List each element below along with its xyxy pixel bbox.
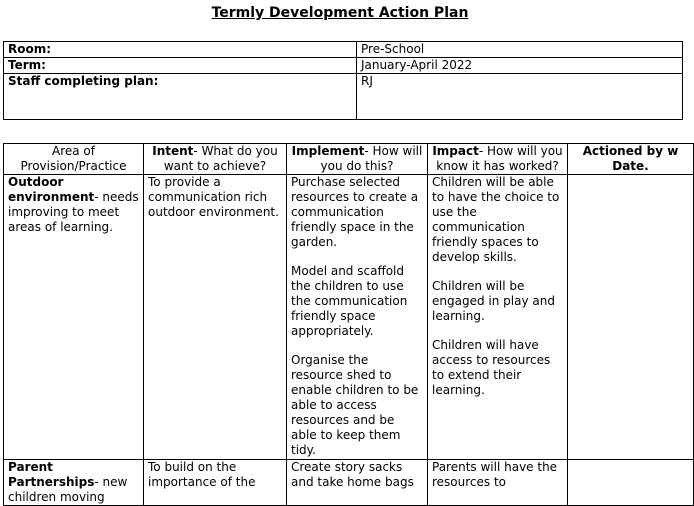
staff-value: RJ — [357, 74, 683, 120]
header-intent-rest: - What do you want to achieve? — [163, 144, 278, 173]
room-value: Pre-School — [357, 42, 683, 58]
header-impact-bold: Impact — [432, 144, 479, 158]
row2-area — [4, 460, 144, 506]
row2-area-bold: Parent Partnerships — [8, 460, 95, 489]
row1-impact-para: Children will have access to resources to extend their learning. — [432, 338, 551, 397]
header-impact — [428, 144, 568, 175]
row1-impact-para: Children will be able to have the choice to use the communication friendly spaces to develop skills. — [432, 175, 560, 264]
row2-impact — [428, 460, 568, 506]
row1-impact — [428, 175, 568, 460]
row2-impact-para: Parents will have the resources to — [432, 460, 558, 489]
term-label: Term: — [4, 58, 357, 74]
room-row — [4, 42, 683, 58]
header-intent-bold: Intent — [152, 144, 194, 158]
header-row — [4, 144, 694, 175]
header-actioned-text: Actioned by w Date. — [582, 144, 679, 173]
row1-implement-para: Model and scaffold the children to use the communication friendly space appropriately. — [291, 264, 408, 338]
header-impact-rest: - How will you know it has worked? — [436, 144, 563, 173]
plan-info-table — [3, 41, 683, 120]
row1-area-bold: Outdoor environment — [8, 175, 95, 204]
header-implement-rest: - How will you do this? — [320, 144, 423, 173]
staff-row — [4, 74, 683, 120]
row1-area — [4, 175, 144, 460]
action-plan-table — [3, 143, 694, 506]
header-area: Area of Provision/Practice — [4, 144, 144, 175]
row1-area-rest: - needs improving to meet areas of learning. — [8, 190, 139, 234]
row2-implement-para: Create story sacks and take home bags — [291, 460, 414, 489]
row2-actioned — [568, 460, 694, 506]
table-row — [4, 175, 694, 460]
row1-intent: To provide a communication rich outdoor environment. — [144, 175, 287, 460]
header-implement-bold: Implement — [291, 144, 365, 158]
staff-label: Staff completing plan: — [4, 74, 357, 120]
header-actioned — [568, 144, 694, 175]
row1-impact-para: Children will be engaged in play and learning. — [432, 279, 555, 323]
row2-area-rest: - new children moving — [8, 475, 128, 504]
row1-implement — [287, 175, 428, 460]
row1-implement-para: Purchase selected resources to create a communication friendly space in the garden. — [291, 175, 419, 249]
row2-intent: To build on the importance of the — [144, 460, 287, 506]
term-row — [4, 58, 683, 74]
header-implement — [287, 144, 428, 175]
term-value: January-April 2022 — [357, 58, 683, 74]
page-title: Termly Development Action Plan — [211, 5, 469, 21]
row1-actioned — [568, 175, 694, 460]
header-intent — [144, 144, 287, 175]
row1-implement-para: Organise the resource shed to enable children to be able to access resources and be able to keep them tidy. — [291, 353, 419, 457]
table-row — [4, 460, 694, 506]
room-label: Room: — [4, 42, 357, 58]
row2-implement — [287, 460, 428, 506]
